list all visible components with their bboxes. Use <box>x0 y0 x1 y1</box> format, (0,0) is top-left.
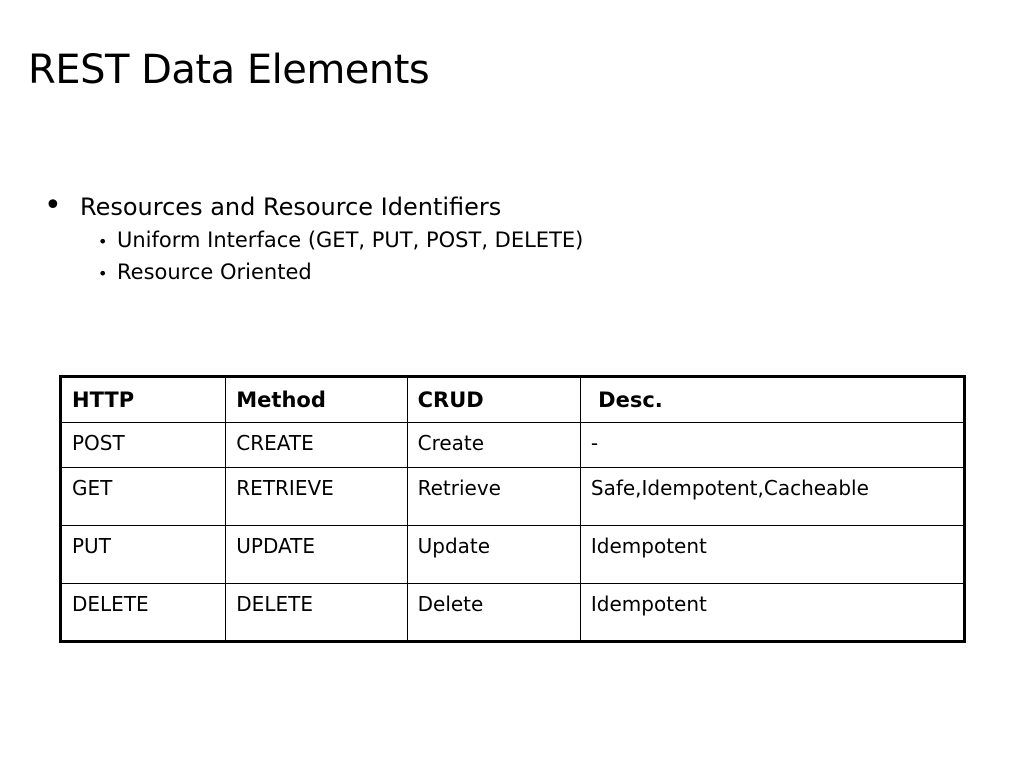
cell-crud: Retrieve <box>407 468 580 526</box>
cell-method: CREATE <box>226 423 407 468</box>
sub-bullet-item <box>98 225 583 257</box>
header-method: Method <box>226 377 407 423</box>
bullet-item <box>44 186 583 289</box>
cell-desc: Idempotent <box>580 584 964 642</box>
sub-bullet-text: Resource Oriented <box>117 260 312 284</box>
cell-desc: Idempotent <box>580 526 964 584</box>
cell-desc: Safe,Idempotent,Cacheable <box>580 468 964 526</box>
bullet-level1 <box>44 186 583 225</box>
table-row <box>61 526 965 584</box>
sub-bullet-text: Uniform Interface (GET, PUT, POST, DELETE) <box>117 228 584 252</box>
cell-crud: Delete <box>407 584 580 642</box>
cell-http: DELETE <box>61 584 226 642</box>
table-row <box>61 584 965 642</box>
sub-bullet-item <box>98 257 583 289</box>
sub-bullet-dot-icon: • <box>98 264 108 283</box>
header-crud: CRUD <box>407 377 580 423</box>
sub-bullet-list <box>44 225 583 289</box>
slide-title: REST Data Elements <box>28 47 430 93</box>
rest-methods-table <box>59 375 966 643</box>
table-header-row <box>61 377 965 423</box>
cell-desc: - <box>580 423 964 468</box>
bullet-list <box>44 186 583 289</box>
cell-http: GET <box>61 468 226 526</box>
cell-method: UPDATE <box>226 526 407 584</box>
bullet-dot-icon: • <box>44 188 62 223</box>
bullet-text: Resources and Resource Identifiers <box>80 193 502 221</box>
table-row <box>61 423 965 468</box>
cell-http: PUT <box>61 526 226 584</box>
cell-crud: Update <box>407 526 580 584</box>
sub-bullet-dot-icon: • <box>98 232 108 251</box>
cell-method: DELETE <box>226 584 407 642</box>
cell-crud: Create <box>407 423 580 468</box>
header-desc: Desc. <box>580 377 964 423</box>
header-http: HTTP <box>61 377 226 423</box>
table-row <box>61 468 965 526</box>
cell-method: RETRIEVE <box>226 468 407 526</box>
cell-http: POST <box>61 423 226 468</box>
